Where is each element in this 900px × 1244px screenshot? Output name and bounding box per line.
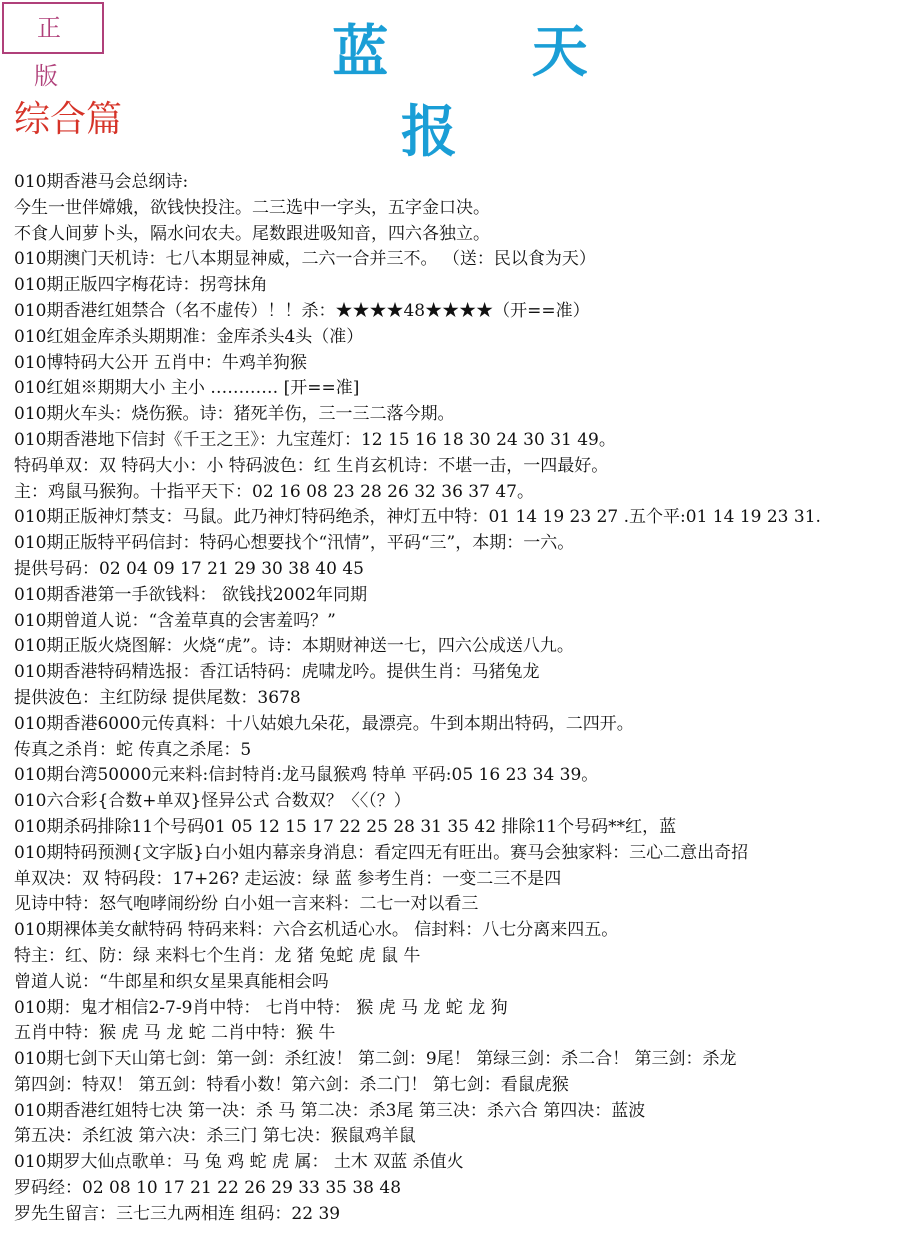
- text-line: 主：鸡鼠马猴狗。十指平天下：02 16 08 23 28 26 32 36 37 47。: [14, 481, 534, 502]
- text-line: 第四剑：特双！ 第五剑：特看小数！第六剑：杀二门！ 第七剑：看鼠虎猴: [14, 1074, 569, 1095]
- text-line: 010期正版特平码信封：特码心想要找个“汛情”，平码“三”，本期：一六。: [14, 533, 575, 554]
- text-line: 010期正版四字梅花诗：拐弯抹角: [14, 275, 268, 296]
- text-line: 010期香港特码精选报：香江话特码：虎啸龙吟。提供生肖：马猪兔龙: [14, 662, 540, 683]
- text-line: 010期正版神灯禁支：马鼠。此乃神灯特码绝杀，神灯五中特：01 14 19 23 27 .五个平:01 14 19 23 31.: [14, 507, 821, 528]
- text-line: 010期罗大仙点歌单：马 兔 鸡 蛇 虎 属： 土木 双蓝 杀值火: [14, 1152, 464, 1173]
- text-line: 010期香港第一手欲钱料： 欲钱找2002年同期: [14, 584, 368, 605]
- text-line: 罗码经：02 08 10 17 21 22 26 29 33 35 38 48: [14, 1178, 402, 1199]
- text-line: 单双决：双 特码段：17+26? 走运波：绿 蓝 参考生肖：一变二三不是四: [14, 868, 562, 889]
- text-line: 010红姐※期期大小 主小 ………… [开==准]: [14, 378, 360, 399]
- text-line: 010博特码大公开 五肖中：牛鸡羊狗猴: [14, 352, 307, 373]
- text-line: 010期香港6000元传真料：十八姑娘九朵花，最漂亮。牛到本期出特码，二四开。: [14, 713, 634, 734]
- text-line: 010期曾道人说：“含羞草真的会害羞吗？”: [14, 610, 336, 631]
- text-line: 010期七剑下天山第七剑：第一剑：杀红波！ 第二剑：9尾！ 第绿三剑：杀二合！ 第三剑：杀龙: [14, 1049, 737, 1070]
- text-line: 提供波色：主红防绿 提供尾数：3678: [14, 687, 301, 708]
- edition-badge: 正 版: [2, 2, 104, 54]
- text-line: 不食人间萝卜头，隔水问农夫。尾数跟进吸知音，四六各独立。: [14, 223, 490, 244]
- text-line: 010六合彩{合数+单双}怪异公式 合数双？〈〈（？）: [14, 791, 411, 812]
- text-line: 010期台湾50000元来料:信封特肖:龙马鼠猴鸡 特单 平码:05 16 23 34 39。: [14, 765, 599, 786]
- text-line: 010期火车头：烧伤猴。诗：猪死羊伤，三一三二落今期。: [14, 404, 455, 425]
- text-line: 今生一世伴嫦娥，欲钱快投注。二三选中一字头，五字金口决。: [14, 197, 490, 218]
- section-heading: 综合篇: [14, 99, 123, 140]
- text-line: 010期香港马会总纲诗:: [14, 172, 189, 192]
- text-line: 特码单双：双 特码大小：小 特码波色：红 生肖玄机诗：不堪一击，一四最好。: [14, 455, 609, 476]
- newspaper-title: 蓝 天 报: [332, 19, 650, 165]
- text-line: 特主：红、防：绿 来料七个生肖：龙 猪 兔蛇 虎 鼠 牛: [14, 945, 421, 966]
- text-line: 010期香港地下信封《千王之王》：九宝莲灯：12 15 16 18 30 24 30 31 49。: [14, 429, 616, 450]
- text-line: 五肖中特：猴 虎 马 龙 蛇 二肖中特：猴 牛: [14, 1023, 336, 1044]
- text-line: 曾道人说：“牛郎星和织女星果真能相会吗: [14, 971, 329, 992]
- text-line: 010期裸体美女献特码 特码来料：六合玄机适心水。 信封料：八七分离来四五。: [14, 920, 619, 941]
- text-line: 010期澳门天机诗：七八本期显神威，二六一合并三不。 （送：民以食为天）: [14, 249, 596, 270]
- text-line: 第五决：杀红波 第六决：杀三门 第七决：猴鼠鸡羊鼠: [14, 1126, 416, 1147]
- text-line: 010期香港红姐禁合（名不虚传）！！杀：★★★★48★★★★（开==准）: [14, 300, 590, 321]
- text-line: 010期杀码排除11个号码01 05 12 15 17 22 25 28 31 35 42 排除11个号码**红，蓝: [14, 816, 677, 837]
- text-line: 罗先生留言：三七三九两相连 组码：22 39: [14, 1203, 341, 1224]
- text-line: 010期香港红姐特七决 第一决：杀 马 第二决：杀3尾 第三决：杀六合 第四决：蓝波: [14, 1100, 646, 1121]
- text-line: 010期特码预测{文字版}白小姐内幕亲身消息：看定四无有旺出。赛马会独家料：三心二意出奇招: [14, 842, 749, 863]
- text-line: 010期正版火烧图解：火烧“虎”。诗：本期财神送一七，四六公成送八九。: [14, 636, 574, 657]
- text-line: 010期：鬼才相信2-7-9肖中特： 七肖中特： 猴 虎 马 龙 蛇 龙 狗: [14, 997, 508, 1018]
- text-line: 010红姐金库杀头期期准：金库杀头4头（准）: [14, 326, 364, 347]
- text-line: 提供号码：02 04 09 17 21 29 30 38 40 45: [14, 558, 364, 579]
- text-line: 传真之杀肖：蛇 传真之杀尾：5: [14, 739, 252, 760]
- article-body: [14, 170, 898, 1228]
- text-line: 见诗中特：怒气咆哮闹纷纷 白小姐一言来料：二七一对以看三: [14, 894, 479, 915]
